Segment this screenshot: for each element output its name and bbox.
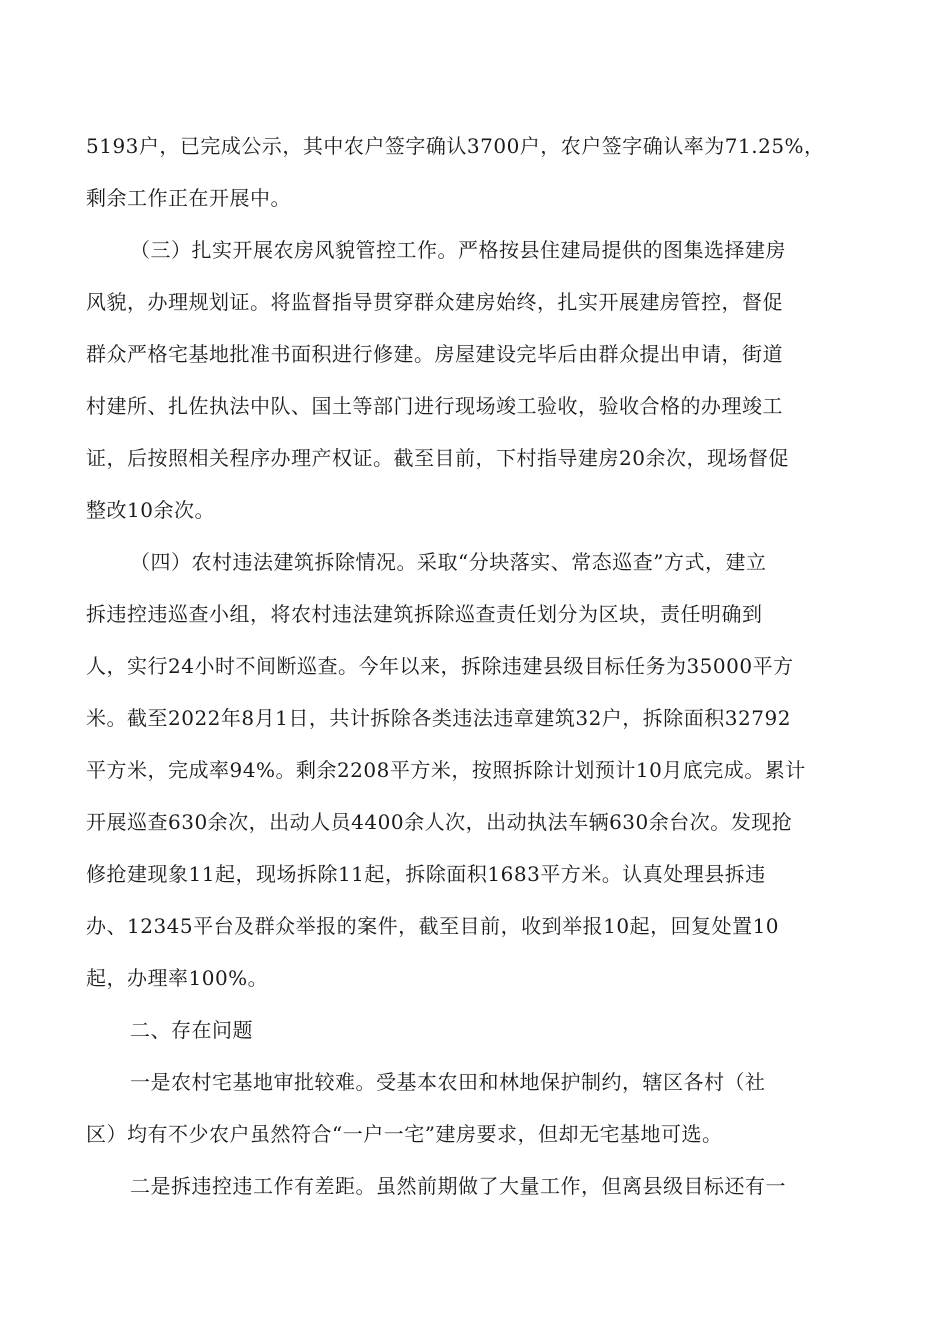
text-line: 起，办理率100%。 — [86, 966, 269, 990]
text-line: 平方米，完成率94%。剩余2208平方米，按照拆除计划预计10月底完成。累计 — [86, 758, 806, 782]
text-line: 办、12345平台及群众举报的案件，截至目前，收到举报10起，回复处置10 — [86, 914, 780, 938]
text-line: 5193户，已完成公示，其中农户签字确认3700户，农户签字确认率为71.25%， — [86, 134, 825, 158]
section-heading: 二、存在问题 — [130, 1018, 253, 1042]
text-line: 证，后按照相关程序办理产权证。截至目前，下村指导建房20余次，现场督促 — [86, 446, 789, 470]
text-line: 村建所、扎佐执法中队、国土等部门进行现场竣工验收，验收合格的办理竣工 — [86, 394, 783, 418]
text-line: 米。截至2022年8月1日，共计拆除各类违法违章建筑32户，拆除面积32792 — [86, 706, 791, 730]
text-line: 开展巡查630余次，出动人员4400余人次，出动执法车辆630余台次。发现抢 — [86, 810, 793, 834]
text-line: （三）扎实开展农房风貌管控工作。严格按县住建局提供的图集选择建房 — [130, 238, 786, 262]
text-line: 剩余工作正在开展中。 — [86, 186, 291, 210]
text-line: 风貌，办理规划证。将监督指导贯穿群众建房始终，扎实开展建房管控，督促 — [86, 290, 783, 314]
text-line: 修抢建现象11起，现场拆除11起，拆除面积1683平方米。认真处理县拆违 — [86, 862, 766, 886]
text-line: 拆违控违巡查小组，将农村违法建筑拆除巡查责任划分为区块，责任明确到 — [86, 602, 763, 626]
text-line: （四）农村违法建筑拆除情况。采取“分块落实、常态巡查”方式，建立 — [130, 550, 767, 574]
text-line: 一是农村宅基地审批较难。受基本农田和林地保护制约，辖区各村（社 — [130, 1070, 766, 1094]
text-line: 群众严格宅基地批准书面积进行修建。房屋建设完毕后由群众提出申请，街道 — [86, 342, 783, 366]
text-line: 二是拆违控违工作有差距。虽然前期做了大量工作，但离县级目标还有一 — [130, 1174, 786, 1198]
text-line: 区）均有不少农户虽然符合“一户一宅”建房要求，但却无宅基地可选。 — [86, 1122, 723, 1146]
text-line: 人，实行24小时不间断巡查。今年以来，拆除违建县级目标任务为35000平方 — [86, 654, 794, 678]
text-line: 整改10余次。 — [86, 498, 215, 522]
